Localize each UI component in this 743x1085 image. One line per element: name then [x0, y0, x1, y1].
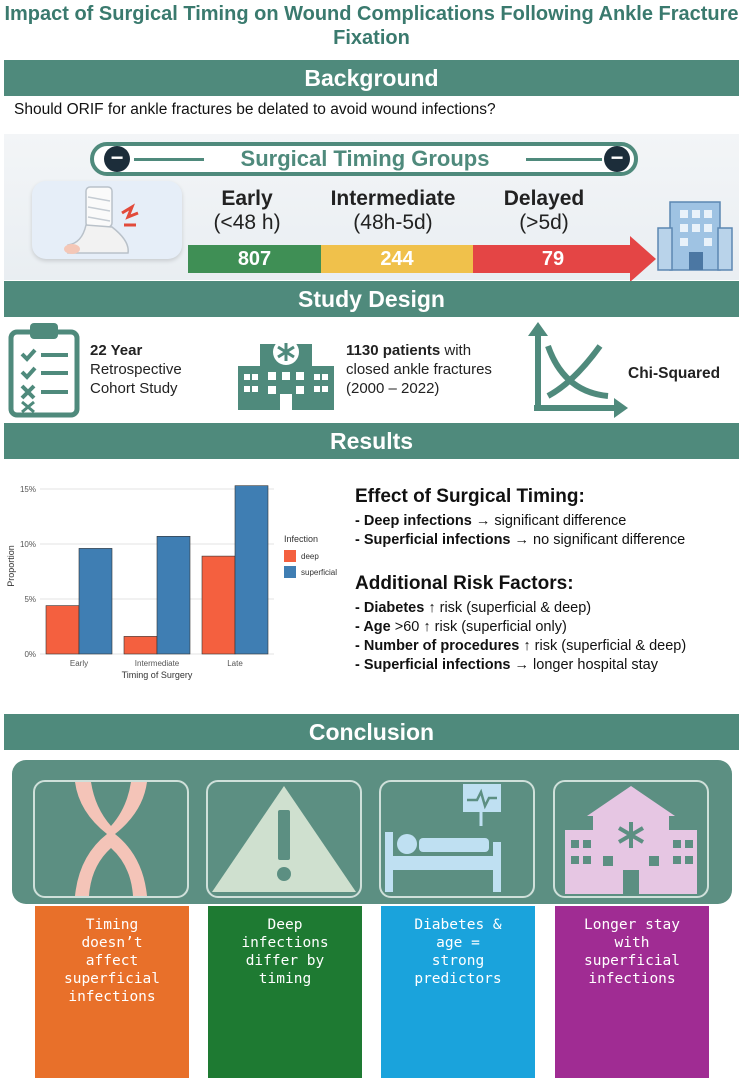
bar-deep — [124, 636, 157, 654]
study-duration-bold: 22 Year — [90, 342, 143, 359]
x-tick-label: Early — [69, 659, 89, 668]
group-name-early: Early — [221, 187, 273, 210]
count-early: 807 — [188, 245, 321, 273]
conclusion-text-timing: Timing doesn’t affect superficial infections — [35, 906, 189, 1078]
study-design-banner: Study Design — [4, 281, 739, 317]
conclusion-card-timing — [33, 780, 189, 898]
effect-item-deep: - Deep infections → significant difference — [355, 513, 627, 529]
conclusion-text-stay: Longer stay with superficial infections — [555, 906, 709, 1078]
conclusion-card-predictors — [379, 780, 535, 898]
results-banner: Results — [4, 423, 739, 459]
hospital-icon — [555, 782, 707, 896]
timing-groups-label: Surgical Timing Groups — [240, 146, 490, 171]
hospital-building-icon — [656, 192, 734, 272]
bar-superficial — [79, 548, 112, 654]
divider-line — [134, 158, 204, 161]
x-axis-label: Timing of Surgery — [121, 670, 193, 680]
legend-label-superficial: superficial — [301, 568, 338, 577]
hospital-icon — [236, 326, 336, 412]
divider-line — [526, 158, 602, 161]
x-tick-label: Late — [227, 659, 243, 668]
warning-icon — [208, 782, 360, 896]
group-range-early: (<48 h) — [213, 211, 281, 234]
bar-deep — [46, 606, 79, 654]
legend-swatch-deep — [284, 550, 296, 562]
conclusion-text-predictors: Diabetes & age = strong predictors — [381, 906, 535, 1078]
bar-superficial — [157, 536, 190, 654]
legend-swatch-superficial — [284, 566, 296, 578]
infection-chart — [4, 470, 354, 690]
count-delayed: 79 — [473, 245, 633, 273]
risk-item-procedures: - Number of procedures ↑ risk (superficial & deep) — [355, 638, 687, 654]
background-banner: Background — [4, 60, 739, 96]
risk-heading: Additional Risk Factors: — [355, 573, 574, 594]
conclusion-card-deep — [206, 780, 362, 898]
x-tick-label: Intermediate — [134, 659, 180, 668]
y-tick-label: 5% — [24, 595, 36, 604]
bar-superficial — [235, 486, 268, 654]
group-range-intermediate: (48h-5d) — [353, 211, 433, 234]
conclusion-card-stay — [553, 780, 709, 898]
analysis-method-text: Chi-Squared — [628, 365, 721, 382]
y-axis-label: Proportion — [6, 545, 16, 587]
y-tick-label: 10% — [19, 540, 36, 549]
page-title: Impact of Surgical Timing on Wound Complications Following Ankle Fracture Fixation — [4, 3, 739, 49]
hospital-bed-icon — [381, 782, 533, 896]
minus-right-icon: − — [604, 146, 630, 172]
minus-left-icon: − — [104, 146, 130, 172]
y-tick-label: 15% — [19, 485, 36, 494]
arrow-head-icon — [630, 236, 656, 282]
hourglass-icon — [35, 782, 187, 896]
study-population-text: 1130 patients with closed ankle fractures (2000 – 2022) — [346, 342, 492, 397]
chi-squared-graph-icon — [524, 322, 628, 418]
bar-chart — [4, 470, 354, 690]
bar-deep — [202, 556, 235, 654]
risk-item-hospital-stay: - Superficial infections → longer hospital stay — [355, 657, 658, 673]
group-name-intermediate: Intermediate — [330, 187, 456, 210]
injured-ankle-icon — [32, 181, 182, 259]
effect-item-superficial: - Superficial infections → no significant difference — [355, 532, 686, 548]
study-duration-text: 22 Year Retrospective Cohort Study — [90, 342, 182, 397]
legend-title: Infection — [284, 534, 319, 544]
legend-label-deep: deep — [301, 552, 319, 561]
patients-bold: 1130 patients — [346, 342, 441, 359]
ankle-fracture-card — [32, 181, 182, 259]
background-question: Should ORIF for ankle fractures be delated to avoid wound infections? — [14, 101, 496, 118]
conclusion-banner: Conclusion — [4, 714, 739, 750]
effect-heading: Effect of Surgical Timing: — [355, 486, 585, 507]
group-range-delayed: (>5d) — [519, 211, 569, 234]
conclusion-text-deep: Deep infections differ by timing — [208, 906, 362, 1078]
y-tick-label: 0% — [24, 650, 36, 659]
clipboard-checklist-icon — [8, 320, 80, 418]
risk-item-age: - Age >60 ↑ risk (superficial only) — [355, 619, 567, 635]
count-intermediate: 244 — [321, 245, 473, 273]
risk-item-diabetes: - Diabetes ↑ risk (superficial & deep) — [355, 600, 592, 616]
group-name-delayed: Delayed — [503, 187, 585, 210]
